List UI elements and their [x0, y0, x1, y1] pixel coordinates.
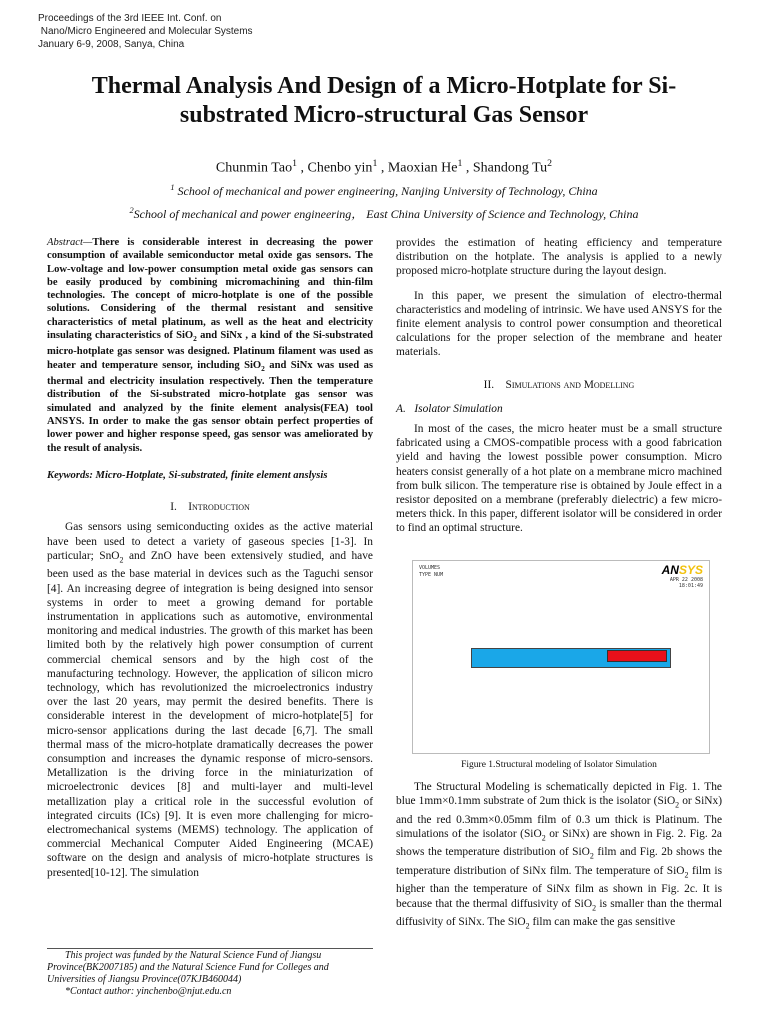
author-affil-mark: 1: [457, 158, 463, 169]
footnote: [47, 950, 373, 998]
conference-line-3: January 6-9, 2008, Sanya, China: [38, 39, 185, 50]
section-heading-intro: [47, 500, 373, 514]
paragraph: In most of the cases, the micro heater must be a small structure fabricated using a CMOS-compatible process with a good fabrication yield and having the lowest possible power consumption. Micro heaters consist generally of a hot plate on a membrane micro machined from bulk silicon. The temperature rise is obtained by Joule effect in a resistor deposited on a membrane (preferably dielectric) a few micro-meters thick. In this paper, different isolator will be considered in order to find an optimal structure.: [396, 423, 722, 535]
paragraph-text: or SiNx) and the red 0.3mm×0.05mm film of 0.3 um thick is Platinum. The simulations of the isolator (SiO: [396, 795, 722, 840]
conference-header: [38, 12, 253, 51]
left-column: [47, 236, 373, 880]
figure-label-line: TYPE NUM: [419, 572, 444, 578]
figure-label-line: VOLUMES: [419, 565, 441, 571]
after-figure-paragraph: [396, 780, 722, 934]
footnote-contact: *Contact author: yinchenbo@njut.edu.cn: [65, 986, 232, 997]
affiliation-2: [0, 205, 768, 222]
paragraph: provides the estimation of heating efficiency and temperature distribution on the hotplate. The analysis is applied to a newly proposed micro-hotplate structure during the layout design.: [396, 237, 722, 278]
paragraph-text: Gas sensors using semiconducting oxides as the active material have been used to detect a variety of gaseous species [1-3]. In particular; SnO: [47, 521, 373, 562]
figure-time: 18:01:49: [678, 583, 703, 589]
section-number: II.: [483, 378, 495, 391]
abstract-text: and SiNx was used as thermal and electricity insulation respectively. Then the temperature distribution of the Si-substrated micro-hotplate gas sensor was simulated and analyzed by the finite element analysis(FEA) tool ANSYS. In order to make the gas sensor obtain perfect properties of lower power and higher response speed, gas sensor was ameliorated by the result of analysis.: [47, 359, 373, 454]
subscript: 2: [589, 851, 594, 861]
subscript: 2: [525, 921, 530, 931]
abstract-label: Abstract—: [47, 237, 93, 248]
paragraph-text: film and Fig. 2b shows the temperature distribution of SiNx film. The temperature of SiO: [396, 846, 722, 877]
subscript: 2: [119, 555, 124, 565]
paragraph-text: and ZnO have been extensively studied, and have been used as the base material in devices such as the Taguchi sensor [4]. An increasing degree of integration is being designed into sensor systems in order to meet a growing demand for portable instrumentation in applications such as automotive, environmental monitoring and medical industries. The growth of this market has been limited both by the relatively high power consumption of current commercial chemical sensors and by the high cost of the manufacturing technology. However, the application of silicon micro technology, which has revolutionized the microelectronics industry over the last 20 years, may permit the desired benefits. There is considerable interest in the development of micro-hotplate[5] for micro-sensor applications during the last decade [6,7]. The small thermal mass of the micro-hotplate dramatically decreases the power consumption and increases the dynamic response of micro-sensors. Metallization is the driving force in the miniaturization of microelectronic devices [8] and multi-layer and multi-level metallization play a critical role in the successful evolution of integrated circuits (ICs) [9]. It is even more challenging for micro-electromechanical systems (MEMS) technology. The application of commercial Mechanical Computer Aided Engineering (MCAE) software on the design and analysis of micro-hotplate structures is presented[10-12]. The simulation: [47, 549, 373, 879]
platinum-heater: [607, 650, 667, 662]
subsection-label: A.: [396, 402, 406, 415]
figure-label-top-left: [419, 565, 443, 579]
conference-line-2: Nano/Micro Engineered and Molecular Systems: [38, 26, 253, 37]
abstract-text: and SiNx , a kind of the Si-substrated micro-hotplate gas sensor was designed. Platinum filament was used as heater and temperature sensor, including SiO: [47, 330, 373, 371]
subscript: 2: [193, 334, 197, 344]
figure-timestamp: [670, 577, 703, 589]
figure-ansys-model: [412, 560, 710, 754]
paragraph-text: film can make the gas sensitive: [529, 916, 676, 929]
abstract: [47, 236, 373, 455]
affil-mark: 1: [170, 183, 175, 192]
paragraph-text: is smaller than the thermal diffusivity of SiNx. The SiO: [396, 897, 722, 929]
subscript: 2: [675, 800, 680, 810]
author-name: Maoxian He: [387, 160, 458, 176]
affil-text: School of mechanical and power engineering， East China University of Science and Technology, China: [133, 207, 639, 221]
paragraph: In this paper, we present the simulation of electro-thermal characteristics and modeling of intrinsic. We have used ANSYS for the finite element analysis to control power consumption and theoretical calculations for the proper selection of the membrane and heater materials.: [396, 289, 722, 359]
author-affil-mark: 1: [372, 158, 378, 169]
section-title: Simulations and Modelling: [505, 378, 635, 391]
author-name: Chunmin Tao: [215, 160, 293, 176]
author-list: Chunmin Tao$^1$ , Chenbo yin$^1$ , Maoxian He$^1$ , Shandong Tu$^2$: [215, 158, 553, 176]
author-affil-mark: 1: [292, 158, 297, 169]
ansys-logo: ANSYS: [661, 563, 703, 577]
paragraph-text: film is higher than the temperature of SiNx film as shown in Fig. 2c. It is because that the thermal diffusivity of SiO: [396, 864, 722, 910]
paragraph-text: or SiNx) are shown in Fig. 2. Fig. 2a shows the temperature distribution of SiO: [396, 827, 722, 859]
affiliation-1: [0, 183, 768, 199]
figure-date: APR 22 2008: [669, 577, 703, 583]
subsection-heading: [396, 402, 722, 416]
footnote-funding: This project was funded by the Natural Science Fund of Jiangsu Province(BK2007185) and the Natural Science Fund for Colleges and Universities of Jiangsu Province(07KJB460044): [47, 950, 329, 985]
abstract-text: There is considerable interest in decreasing the power consumption of available semiconductor metal oxide gas sensors. The Low-voltage and low-power consumption metal oxide gas sensors can be easily produced by combining micromachining and thin-film technologies. The concept of micro-hotplate is one of the possible solutions. Considering of the thermal resistant and sensitive characteristics of metal platinum, as well as the heat and electricity insulating characteristics of SiO: [47, 237, 373, 342]
keywords-text: Micro-Hotplate, Si-substrated, finite element anslysis: [92, 469, 328, 481]
section-number: I.: [170, 501, 177, 514]
keywords: [47, 469, 373, 482]
affil-text: School of mechanical and power engineering, Nanjing University of Technology, China: [177, 184, 598, 198]
subsection-title: Isolator Simulation: [414, 402, 503, 415]
conference-line-1: Proceedings of the 3rd IEEE Int. Conf. on: [38, 13, 222, 24]
title-line-1: Thermal Analysis And Design of a Micro-Hotplate for Si-: [91, 73, 677, 99]
subscript: 2: [541, 833, 546, 843]
subscript: 2: [684, 870, 689, 880]
right-column: [396, 236, 722, 536]
affil-mark: 2: [129, 206, 134, 215]
author-name: Shandong Tu: [472, 160, 548, 176]
intro-paragraph: [47, 520, 373, 879]
keywords-label: Keywords:: [47, 469, 93, 481]
figure-caption: Figure 1.Structural modeling of Isolator Simulation: [461, 760, 657, 770]
author-affil-mark: 2: [547, 158, 553, 169]
author-name: Chenbo yin: [307, 160, 373, 176]
section-heading-simulations: [396, 378, 722, 392]
footnote-rule: [47, 948, 373, 949]
title-line-2: substrated Micro-structural Gas Sensor: [179, 102, 589, 128]
paper-title: [40, 72, 728, 130]
subscript: 2: [261, 363, 265, 373]
section-title: Introduction: [188, 501, 250, 514]
paragraph: [396, 780, 722, 934]
subscript: 2: [592, 902, 597, 912]
paragraph-text: The Structural Modeling is schematically depicted in Fig. 1. The blue 1mm×0.1mm substrate of 2um thick is the isolator (SiO: [396, 781, 722, 808]
